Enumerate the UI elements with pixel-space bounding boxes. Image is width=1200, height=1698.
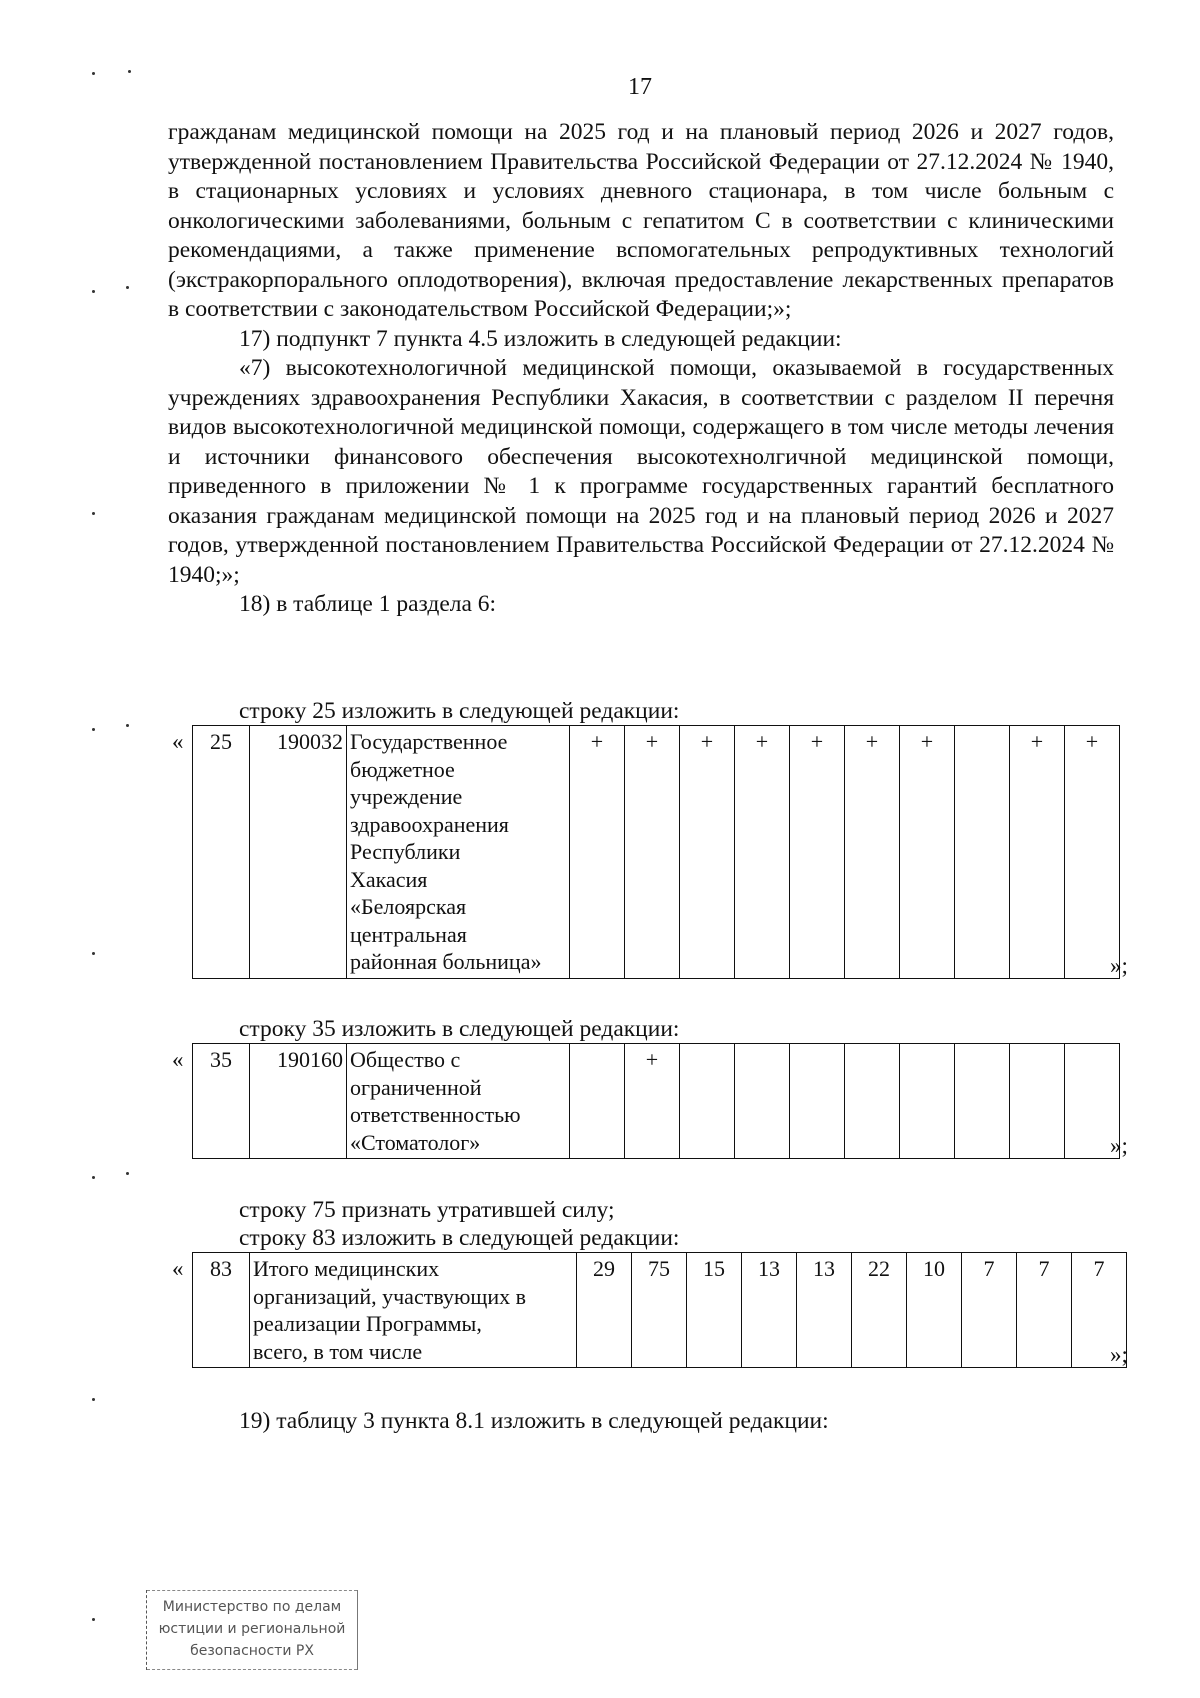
scan-mark [92,512,95,515]
cell-value: 7 [1072,1253,1127,1368]
cell-value: 7 [962,1253,1017,1368]
row-35-table [192,1043,1120,1159]
name-line: «Стоматолог» [350,1129,481,1155]
row-35-caption: строку 35 изложить в следующей редакции: [239,1016,680,1042]
cell-name [347,726,570,979]
name-line: учреждение [350,784,463,809]
text-line: гражданам медицинской помощи на 2025 год и на плановый период 2026 и 2027 [168,119,1042,145]
scan-mark [92,952,95,955]
scan-mark [128,70,131,73]
cell-value: 13 [797,1253,852,1368]
text-line: соответствии с законодательством Российской Федерации;»; [184,296,792,322]
stamp-line: Министерство по делам [162,1599,342,1615]
cell-name [347,1044,570,1159]
name-line: Государственное [350,729,508,754]
text-line: 27.12.2024 № 1940, в стационарных условиях и условиях дневного стационара, в том [168,148,1115,204]
cell-code: 190160 [250,1044,347,1159]
row-83-caption: строку 83 изложить в следующей редакции: [239,1225,680,1251]
name-line: ответственностью [350,1102,521,1127]
item-17-text [168,354,1114,590]
name-line: Общество с [350,1047,461,1072]
cell-number: 25 [193,726,250,979]
name-line: «Белоярская [350,894,467,919]
cell-value: 13 [742,1253,797,1368]
cell-mark [790,1044,845,1159]
text-line: соответствии с клиническими рекомендациями, а также применение [168,207,1115,263]
cell-mark [955,1044,1010,1159]
table-row [193,1044,1120,1159]
body-text-top [168,118,1114,620]
stamp-line: юстиции и региональной [158,1621,346,1637]
close-quote: »; [1110,1342,1128,1367]
name-line: здравоохранения [350,811,509,837]
item-18-heading: 18) в таблице 1 раздела 6: [239,591,497,617]
ministry-stamp [146,1590,358,1670]
page-number: 17 [628,74,652,100]
text-line: числе больным с онкологическими заболеваниями, больным с гепатитом С в [168,178,1115,234]
row-75-text: строку 75 признать утратившей силу; [239,1197,615,1223]
text-line: вспомогательных репродуктивных технологий (экстракорпорального [168,237,1114,293]
cell-mark: + [845,726,900,979]
item-19-heading: 19) таблицу 3 пункта 8.1 изложить в следующей редакции: [239,1408,829,1434]
cell-value: 29 [577,1253,632,1368]
cell-mark: + [680,726,735,979]
open-quote: « [172,729,184,754]
cell-mark: + [790,726,845,979]
cell-code: 190032 [250,726,347,979]
paragraph-continuation [168,118,1114,325]
scan-mark [126,1172,129,1175]
name-line: ограниченной [350,1074,482,1100]
scan-mark [126,286,129,289]
name-line: бюджетное [350,756,455,782]
cell-mark: + [1010,726,1065,979]
name-line: Республики [350,839,461,864]
text-line: соответствии с разделом II перечня видов высокотехнологичной медицинской [168,384,1115,440]
name-line: районная больница» [350,949,542,974]
cell-mark [955,726,1010,979]
text-line: «7) высокотехнологичной медицинской помощи, оказываемой в [239,355,928,381]
text-line: помощи, содержащего в том числе методы лечения и источники финансового [168,414,1114,470]
text-line: приложении № 1 к программе государственных гарантий бесплатного оказания [168,473,1115,529]
open-quote: « [172,1256,184,1281]
row-83-table [192,1252,1127,1368]
cell-mark: + [625,1044,680,1159]
cell-mark [735,1044,790,1159]
cell-value: 15 [687,1253,742,1368]
cell-mark: + [900,726,955,979]
cell-mark [570,1044,625,1159]
name-line: Итого медицинских [253,1256,440,1281]
text-line: 27.12.2024 № 1940;»; [168,532,1115,588]
scan-mark [92,728,95,731]
cell-value: 10 [907,1253,962,1368]
text-line: годов, утвержденной постановлением Правительства Российской Федерации от [168,119,1115,175]
scan-mark [92,1398,95,1401]
table-row [193,726,1120,979]
close-quote: »; [1110,953,1128,978]
row-25-caption: строку 25 изложить в следующей редакции: [239,698,680,724]
name-line: реализации Программы, [253,1311,482,1336]
cell-value: 7 [1017,1253,1072,1368]
table-row [193,1253,1127,1368]
name-line: всего, в том числе [253,1338,423,1364]
text-line: оплодотворения), включая предоставление лекарственных препаратов в [168,266,1114,322]
open-quote: « [172,1047,184,1072]
row-25-table [192,725,1120,979]
cell-value: 75 [632,1253,687,1368]
scan-mark [92,1618,95,1621]
cell-value: 22 [852,1253,907,1368]
name-line: организаций, участвующих в [253,1283,526,1309]
text-line: обеспечения высокотехнолгичной медицинской помощи, приведенного в [168,443,1114,499]
scan-mark [92,72,95,75]
item-17-heading: 17) подпункт 7 пункта 4.5 изложить в следующей редакции: [239,325,842,352]
cell-number: 83 [193,1253,250,1368]
stamp-line: безопасности РХ [190,1643,314,1659]
name-line: центральная [350,921,467,947]
cell-mark [845,1044,900,1159]
cell-mark [680,1044,735,1159]
cell-mark: + [625,726,680,979]
row-35-block [168,1043,1148,1167]
cell-mark [900,1044,955,1159]
cell-mark: + [1065,726,1120,979]
scan-mark [92,290,95,293]
name-line: Хакасия [350,866,428,892]
cell-number: 35 [193,1044,250,1159]
close-quote: »; [1110,1133,1128,1158]
row-83-block [168,1252,1148,1376]
text-line: государственных учреждениях здравоохранения Республики Хакасия, в [168,355,1114,411]
scan-mark [92,1176,95,1179]
cell-name [250,1253,577,1368]
cell-mark: + [735,726,790,979]
row-25-block [168,725,1148,987]
text-line: гражданам медицинской помощи на 2025 год и на плановый период 2026 и 2027 [266,502,1115,529]
cell-mark: + [570,726,625,979]
cell-mark [1010,1044,1065,1159]
scan-mark [126,724,129,727]
text-line: годов, утвержденной постановлением Правительства Российской Федерации от [168,532,973,558]
